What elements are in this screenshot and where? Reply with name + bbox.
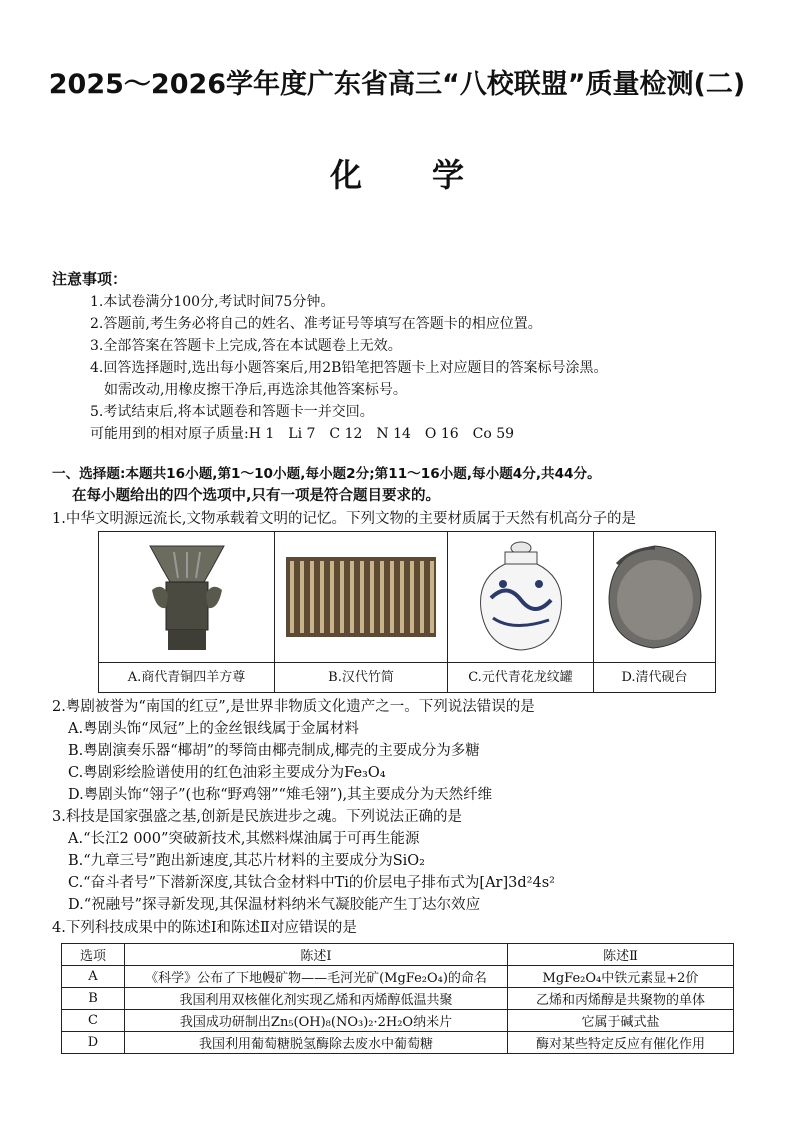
notice-item: 1.本试卷满分100分,考试时间75分钟。 <box>90 294 335 310</box>
section-line-1: 一、选择题:本题共16小题,第1～10小题,每小题2分;第11～16小题,每小题4分,共44分。 <box>52 466 601 482</box>
table-row <box>62 966 734 988</box>
q3-option-c: C.“奋斗者号”下潜新深度,其钛合金材料中Ti的价层电子排布式为[Ar]3d²4s² <box>68 875 555 891</box>
table-row <box>62 1032 734 1054</box>
notice-item: 2.答题前,考生务必将自己的姓名、准考证号等填写在答题卡的相应位置。 <box>90 316 542 332</box>
q1-stem: 1.中华文明源远流长,文物承载着文明的记忆。下列文物的主要材质属于天然有机高分子的是 <box>52 511 636 527</box>
row-statement-2: 酶对某些特定反应有催化作用 <box>508 1032 734 1054</box>
header-option: 选项 <box>62 944 125 966</box>
q2-option-d: D.粤剧头饰“翎子”(也称“野鸡翎”“雉毛翎”),其主要成分为天然纤维 <box>68 787 493 803</box>
subject-title: 化学 <box>329 156 534 194</box>
table-header-row <box>62 944 734 966</box>
row-option: D <box>62 1032 125 1054</box>
row-statement-1: 我国利用双核催化剂实现乙烯和丙烯醇低温共聚 <box>125 988 508 1010</box>
row-option: C <box>62 1010 125 1032</box>
caption-d: D.清代砚台 <box>594 662 715 692</box>
header-statement-2: 陈述Ⅱ <box>508 944 734 966</box>
caption-b: B.汉代竹简 <box>275 662 447 692</box>
row-statement-1: 我国利用葡萄糖脱氢酶除去废水中葡萄糖 <box>125 1032 508 1054</box>
notice-item: 4.回答选择题时,选出每小题答案后,用2B铅笔把答题卡上对应题目的答案标号涂黑。 <box>90 360 608 376</box>
bronze-zun-image <box>99 532 274 662</box>
q1-image-table <box>98 531 716 693</box>
row-statement-1: 《科学》公布了下地幔矿物——毛河光矿(MgFe₂O₄)的命名 <box>125 966 508 988</box>
q3-option-a: A.“长江2 000”突破新技术,其燃料煤油属于可再生能源 <box>68 831 420 847</box>
q2-option-b: B.粤剧演奏乐器“椰胡”的琴筒由椰壳制成,椰壳的主要成分为多糖 <box>68 743 480 759</box>
blue-white-jar-image <box>448 532 593 662</box>
row-option: B <box>62 988 125 1010</box>
table-row <box>62 1010 734 1032</box>
row-statement-2: 它属于碱式盐 <box>508 1010 734 1032</box>
notice-item: 3.全部答案在答题卡上完成,答在本试题卷上无效。 <box>90 338 402 354</box>
q2-option-a: A.粤剧头饰“凤冠”上的金丝银线属于金属材料 <box>68 721 359 737</box>
notice-item: 5.考试结束后,将本试题卷和答题卡一并交回。 <box>90 404 374 420</box>
inkstone-image <box>594 532 715 662</box>
q1-option-c-cell <box>448 532 594 692</box>
q3-option-d: D.“祝融号”探寻新发现,其保温材料纳米气凝胶能产生丁达尔效应 <box>68 897 481 913</box>
q1-option-b-cell <box>275 532 448 692</box>
section-heading <box>52 463 601 507</box>
exam-title: 2025～2026学年度广东省高三“八校联盟”质量检测(二) <box>48 69 746 100</box>
bamboo-slips-image <box>275 532 447 662</box>
atomic-masses: 可能用到的相对原子质量:H 1 Li 7 C 12 N 14 O 16 Co 59 <box>90 426 515 442</box>
q4-stem: 4.下列科技成果中的陈述Ⅰ和陈述Ⅱ对应错误的是 <box>52 920 357 936</box>
row-statement-2: MgFe₂O₄中铁元素显+2价 <box>508 966 734 988</box>
notice-heading: 注意事项： <box>52 270 128 288</box>
row-option: A <box>62 966 125 988</box>
q2-option-c: C.粤剧彩绘脸谱使用的红色油彩主要成分为Fe₃O₄ <box>68 765 386 781</box>
q1-option-a-cell <box>99 532 275 692</box>
caption-c: C.元代青花龙纹罐 <box>448 662 593 692</box>
caption-a: A.商代青铜四羊方尊 <box>99 662 274 692</box>
row-statement-2: 乙烯和丙烯醇是共聚物的单体 <box>508 988 734 1010</box>
q4-table <box>61 943 734 1054</box>
header-statement-1: 陈述Ⅰ <box>125 944 508 966</box>
q2-stem: 2.粤剧被誉为“南国的红豆”,是世界非物质文化遗产之一。下列说法错误的是 <box>52 699 535 715</box>
row-statement-1: 我国成功研制出Zn₅(OH)₈(NO₃)₂·2H₂O纳米片 <box>125 1010 508 1032</box>
q3-stem: 3.科技是国家强盛之基,创新是民族进步之魂。下列说法正确的是 <box>52 809 462 825</box>
q1-option-d-cell <box>594 532 715 692</box>
notice-item: 如需改动,用橡皮擦干净后,再选涂其他答案标号。 <box>104 382 407 398</box>
table-row <box>62 988 734 1010</box>
q3-option-b: B.“九章三号”跑出新速度,其芯片材料的主要成分为SiO₂ <box>68 853 425 869</box>
section-line-2: 在每小题给出的四个选项中,只有一项是符合题目要求的。 <box>72 488 441 504</box>
